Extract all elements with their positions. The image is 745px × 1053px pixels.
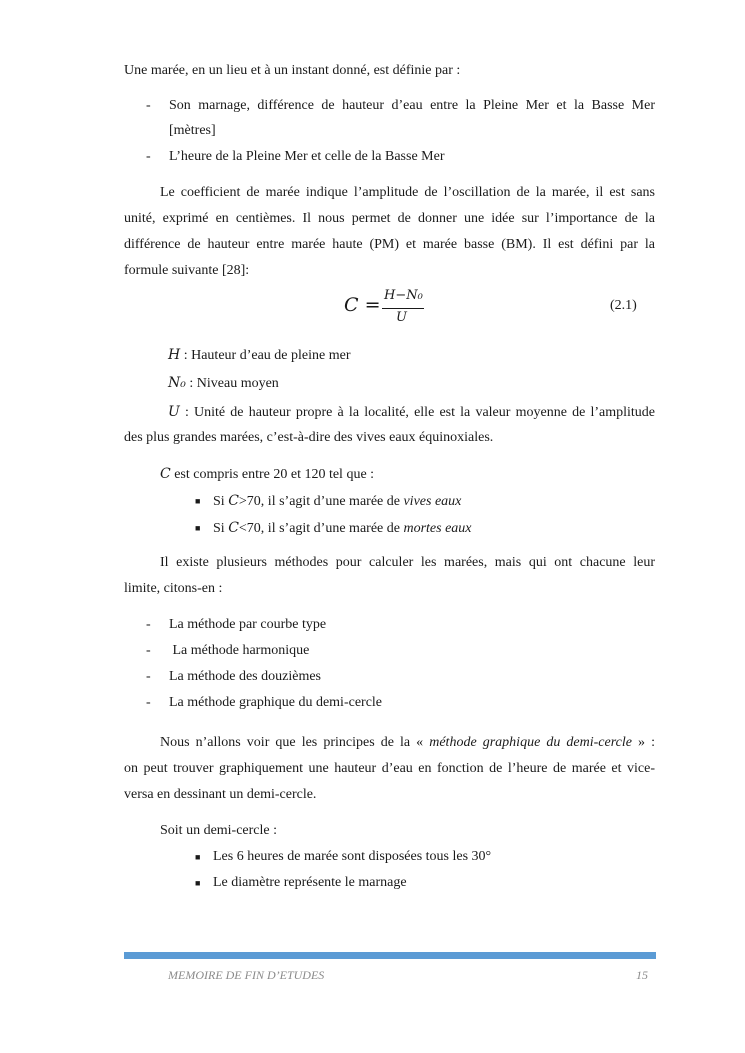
list-dash: - [146,149,151,164]
range-item-text: >70, il s’agit d’une marée de [238,494,404,509]
equation-number: (2.1) [610,298,637,313]
method-item: La méthode des douzièmes [169,669,322,684]
principle-text: Nous n’allons voir que les principes de la « [160,735,430,750]
method-item: La méthode graphique du demi-cercle [169,695,383,710]
range-item-text: <70, il s’agit d’une marée de [238,521,404,536]
var-h [168,347,350,364]
range-item-symbol: C [228,520,239,536]
method-item: La méthode harmonique [169,643,310,658]
list-dash: - [146,617,151,632]
footer-title: MEMOIRE DE FIN D’ETUDES [168,968,325,982]
range-text: est compris entre 20 et 120 tel que : [170,467,375,482]
var-n-text: : Niveau moyen [185,376,279,391]
semicircle-item: Les 6 heures de marée sont disposées tous les 30° [213,849,492,864]
principle-line-3: versa en dessinant un demi-cercle. [124,787,317,802]
square-bullet-icon: ■ [195,878,201,888]
range-item-pre: Si [213,494,229,509]
formula-denominator: U [396,310,407,325]
var-u-line-2: des plus grandes marées, c’est-à-dire des vives eaux équinoxiales. [124,430,494,445]
var-u-text: : Unité de hauteur propre à la localité, elle est la valeur moyenne de l’amplitude [179,405,655,420]
coef-para-line-2: unité, exprimé en centièmes. Il nous permet de donner une idée sur l’importance de la [124,211,655,226]
principle-emphasis: méthode graphique du demi-cercle [429,735,632,750]
semicircle-item: Le diamètre représente le marnage [213,875,407,890]
formula [340,288,430,326]
coef-para-line-4: formule suivante [28]: [124,263,250,278]
range-intro [160,466,374,483]
principle-line-2: on peut trouver graphiquement une hauteur d’eau en fonction de l’heure de marée et vice- [124,761,655,776]
list-item-marnage: Son marnage, différence de hauteur d’eau entre la Pleine Mer et la Basse Mer [169,98,655,113]
var-u [168,404,655,421]
list-dash: - [146,98,151,113]
formula-lhs: C = [344,294,381,316]
range-item-symbol: C [228,493,239,509]
var-h-symbol: H [168,347,181,363]
methods-para-line-1: Il existe plusieurs méthodes pour calculer les marées, mais qui ont chacune leur [160,555,655,570]
semicircle-intro: Soit un demi-cercle : [160,823,278,838]
range-item-pre: Si [213,521,229,536]
fraction-bar [382,308,424,309]
square-bullet-icon: ■ [195,852,201,862]
methods-para-line-2: limite, citons-en : [124,581,223,596]
var-u-symbol: U [168,404,180,420]
coef-para-line-3: différence de hauteur entre marée haute (PM) et marée basse (BM). Il est défini par la [124,237,655,252]
range-item-emphasis: vives eaux [403,494,462,509]
page-number: 15 [636,968,648,982]
square-bullet-icon: ■ [195,523,201,533]
var-n-symbol: N₀ [168,375,186,391]
square-bullet-icon: ■ [195,496,201,506]
list-dash: - [146,643,151,658]
var-h-text: : Hauteur d’eau de pleine mer [180,348,351,363]
range-symbol: C [160,466,171,482]
range-item-emphasis: mortes eaux [403,521,472,536]
footer-rule [124,952,656,959]
list-item-marnage-unit: [mètres] [169,123,216,138]
method-item: La méthode par courbe type [169,617,327,632]
intro-text: Une marée, en un lieu et à un instant donné, est définie par : [124,63,461,78]
coef-para-line-1: Le coefficient de marée indique l’amplitude de l’oscillation de la marée, il est sans [160,185,655,200]
list-dash: - [146,695,151,710]
principle-line-1 [160,735,655,751]
list-dash: - [146,669,151,684]
list-item-heure: L’heure de la Pleine Mer et celle de la Basse Mer [169,149,445,164]
range-item-mortes [213,520,472,537]
formula-numerator: H−N₀ [384,288,423,303]
principle-text-end: » : [631,735,655,750]
range-item-vives [213,493,461,510]
var-n [168,375,279,392]
